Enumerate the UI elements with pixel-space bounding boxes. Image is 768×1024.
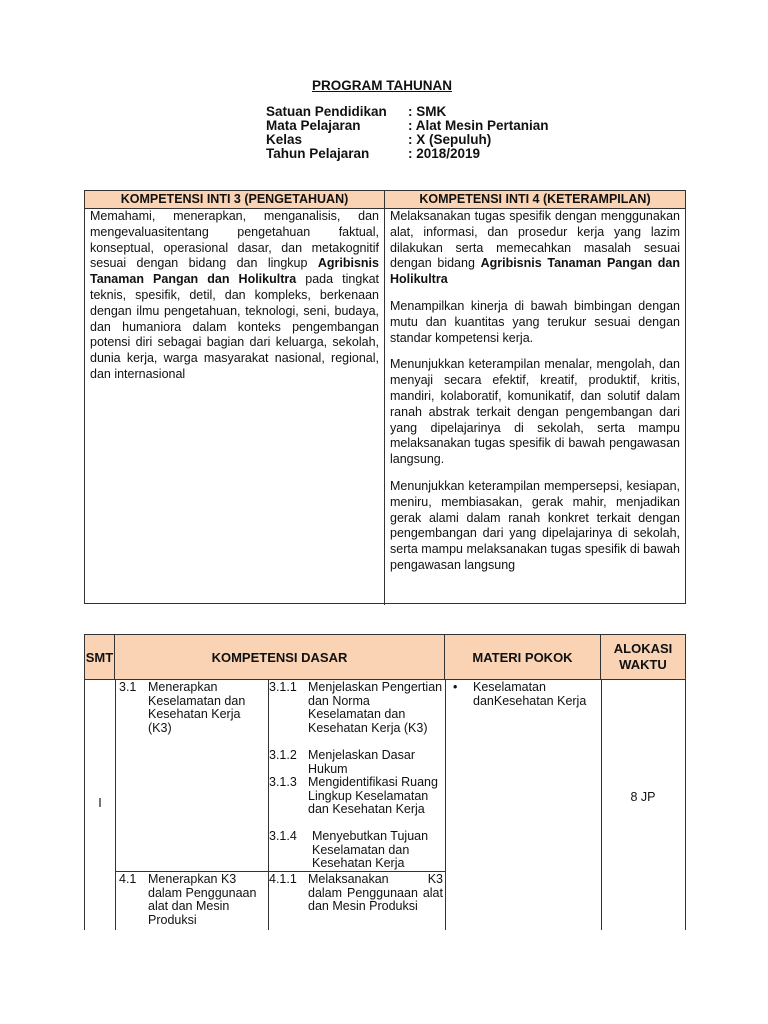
meta-label: Satuan Pendidikan: [266, 104, 387, 119]
indicator-number: 3.1.3: [269, 775, 297, 789]
column-divider: [445, 679, 446, 930]
header-kompetensi-dasar: KOMPETENSI DASAR: [115, 635, 445, 679]
bullet-icon: •: [453, 680, 458, 694]
ki4-paragraph: [390, 209, 680, 288]
indicator-3-1-2: [269, 749, 443, 776]
meta-value: : 2018/2019: [408, 146, 481, 161]
kd-number: 3.1: [119, 680, 137, 694]
indicator-text: Menjelaskan Dasar Hukum: [308, 748, 415, 776]
ki4-paragraph: Menampilkan kinerja di bawah bimbingan dengan mutu dan kuantitas yang terukur sesuai dengan standar kompetensi kerja.: [390, 298, 680, 345]
indicator-number: 3.1.2: [269, 748, 297, 762]
meta-label: Tahun Pelajaran: [266, 146, 370, 161]
kd-4-1: [119, 873, 265, 927]
materi-pokok-text: Keselamatan danKesehatan Kerja: [473, 680, 587, 708]
ki-table-body: [85, 209, 685, 605]
header-smt: SMT: [85, 635, 115, 679]
document-meta: [266, 105, 549, 161]
ki4-header: KOMPETENSI INTI 4 (KETERAMPILAN): [419, 192, 651, 206]
meta-row-mapel: [266, 119, 549, 133]
ki3-cell: [85, 209, 385, 605]
header-alokasi-waktu: ALOKASI WAKTU: [613, 641, 673, 672]
indicator-text: Menyebutkan Tujuan Keselamatan dan Kesehatan Kerja: [312, 829, 429, 871]
ki-table: [84, 190, 686, 604]
ki4-cell: [385, 209, 685, 605]
kd-3-1: [119, 681, 265, 735]
kd-text: Menerapkan Keselamatan dan Kesehatan Kerja (K3): [148, 680, 246, 735]
meta-label: Mata Pelajaran: [266, 118, 361, 133]
kd-text: Menerapkan K3 dalam Penggunaan alat dan Mesin Produksi: [148, 872, 257, 927]
meta-row-satuan: [266, 105, 549, 119]
document-title: PROGRAM TAHUNAN: [312, 78, 452, 93]
ki4-p1-bold: Agribisnis Tanaman Pangan dan Holikultra: [390, 256, 680, 287]
alokasi-waktu-cell: 8 JP: [630, 790, 656, 804]
program-table-header: [85, 635, 685, 680]
meta-label: Kelas: [266, 132, 303, 147]
column-divider: [115, 679, 116, 930]
materi-pokok-cell: [451, 681, 597, 708]
ki-table-header: [85, 191, 685, 209]
indicator-text: Melaksanakan K3 dalam Penggunaan alat dan Mesin Produksi: [308, 872, 443, 914]
ki3-text: Memahami, menerapkan, menganalisis, dan mengevaluasitentang pengetahuan faktual, konseptual, operasional dasar, dan metakognitif sesuai dengan bidang dan lingkup: [90, 209, 379, 271]
indicator-number: 3.1.4: [269, 829, 297, 843]
indicator-3-1-1: [269, 681, 443, 735]
ki4-paragraph: Menunjukkan keterampilan mempersepsi, kesiapan, meniru, membiasakan, gerak mahir, menjadikan gerak alami dalam ranah konkret terkait dengan pengembangan dari yang dipelajarinya di sekolah, serta mampu melaksanakan tugas spesifik di bawah pengawasan langsung: [390, 478, 680, 572]
indicator-number: 4.1.1: [269, 872, 297, 886]
indicator-3-1-4: [269, 830, 443, 871]
meta-value: : SMK: [408, 104, 447, 119]
ki3-header: KOMPETENSI INTI 3 (PENGETAHUAN): [85, 191, 385, 208]
indicator-text: Menjelaskan Pengertian dan Norma Keselamatan dan Kesehatan Kerja (K3): [308, 680, 443, 735]
semester-cell: I: [98, 796, 102, 810]
ki4-paragraph: Menunjukkan keterampilan menalar, mengolah, dan menyaji secara efektif, kreatif, produktif, kritis, mandiri, kolaboratif, komunikatif, dan solutif dalam ranah abstrak terkait dengan pengembangan dari yang dipelajarinya di sekolah, serta mampu melaksanakan tugas spesifik di bawah pengawasan langsung.: [390, 357, 680, 467]
ki3-bold-text: Agribisnis Tanaman Pangan dan Holikultra: [90, 256, 379, 287]
meta-row-kelas: [266, 133, 549, 147]
header-materi-pokok: MATERI POKOK: [445, 635, 601, 679]
program-table: [84, 634, 686, 930]
ki4-p1-text: Melaksanakan tugas spesifik dengan menggunakan alat, informasi, dan prosedur kerja yang lazim dilakukan serta memecahkan masalah sesuai dengan bidang: [390, 209, 680, 271]
ki3-text-continued: pada tingkat teknis, spesifik, detil, dan kompleks, berkenaan dengan ilmu pengetahuan, teknologi, seni, budaya, dan humaniora dalam konteks pengembangan potensi diri sebagai bagian dari keluarga, sekolah, dunia kerja, warga masyarakat nasional, regional, dan internasional: [90, 272, 379, 381]
indicator-text: Mengidentifikasi Ruang Lingkup Keselamatan dan Kesehatan Kerja: [308, 775, 438, 817]
kd-number: 4.1: [119, 872, 137, 886]
meta-value: : Alat Mesin Pertanian: [408, 118, 549, 133]
indicator-3-1-3: [269, 776, 443, 817]
indicator-4-1-1: [269, 873, 443, 914]
indicator-number: 3.1.1: [269, 680, 297, 694]
meta-value: : X (Sepuluh): [408, 132, 492, 147]
meta-row-tahun: [266, 147, 549, 161]
